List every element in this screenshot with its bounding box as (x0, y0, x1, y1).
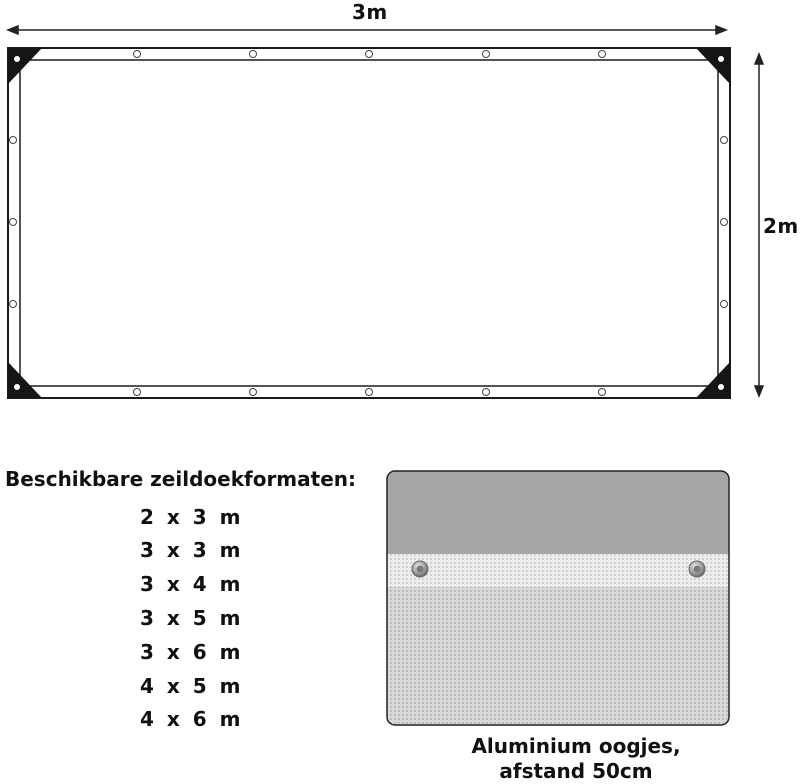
corner-grommet-icon (718, 56, 725, 63)
tarp-outline (8, 48, 730, 398)
eyelet-caption-line2: afstand 50cm (499, 759, 653, 783)
width-dimension-arrow-icon (8, 26, 726, 34)
size-item: 3 x 5 m (140, 606, 244, 630)
grommet-icon (10, 301, 17, 308)
grommet-icon (483, 389, 490, 396)
width-dimension-label: 3m (352, 0, 388, 24)
grommet-icon (721, 301, 728, 308)
corner-grommet-icon (14, 384, 21, 391)
aluminium-eyelet-icon (412, 561, 428, 577)
size-item: 2 x 3 m (140, 505, 244, 529)
size-item: 3 x 3 m (140, 538, 244, 562)
grommet-icon (721, 137, 728, 144)
grommet-icon (483, 51, 490, 58)
grommet-icon (134, 51, 141, 58)
eyelet-caption (388, 734, 764, 784)
available-sizes-title: Beschikbare zeildoekformaten: (5, 467, 357, 491)
eyelet-caption-line1: Aluminium oogjes, (471, 734, 681, 758)
size-item: 3 x 4 m (140, 572, 244, 596)
grommet-icon (10, 137, 17, 144)
grommet-icon (250, 389, 257, 396)
eyelet-closeup-image (386, 470, 730, 726)
grommet-icon (721, 219, 728, 226)
grommet-icon (134, 389, 141, 396)
corner-grommet-icon (14, 56, 21, 63)
grommet-icon (10, 219, 17, 226)
height-dimension-arrow-icon (755, 54, 763, 396)
tarp-solid-section (386, 470, 730, 554)
aluminium-eyelet-icon (689, 561, 705, 577)
grommet-icon (599, 389, 606, 396)
corner-grommet-icon (718, 384, 725, 391)
grommet-icon (366, 389, 373, 396)
tarp-mesh-section (386, 588, 730, 726)
size-item: 4 x 5 m (140, 674, 244, 698)
height-dimension-label: 2m (763, 214, 799, 238)
tarp-hem-mesh (386, 554, 730, 588)
size-item: 3 x 6 m (140, 640, 244, 664)
grommet-icon (366, 51, 373, 58)
grommet-icon (599, 51, 606, 58)
size-item: 4 x 6 m (140, 707, 244, 731)
grommet-icon (250, 51, 257, 58)
